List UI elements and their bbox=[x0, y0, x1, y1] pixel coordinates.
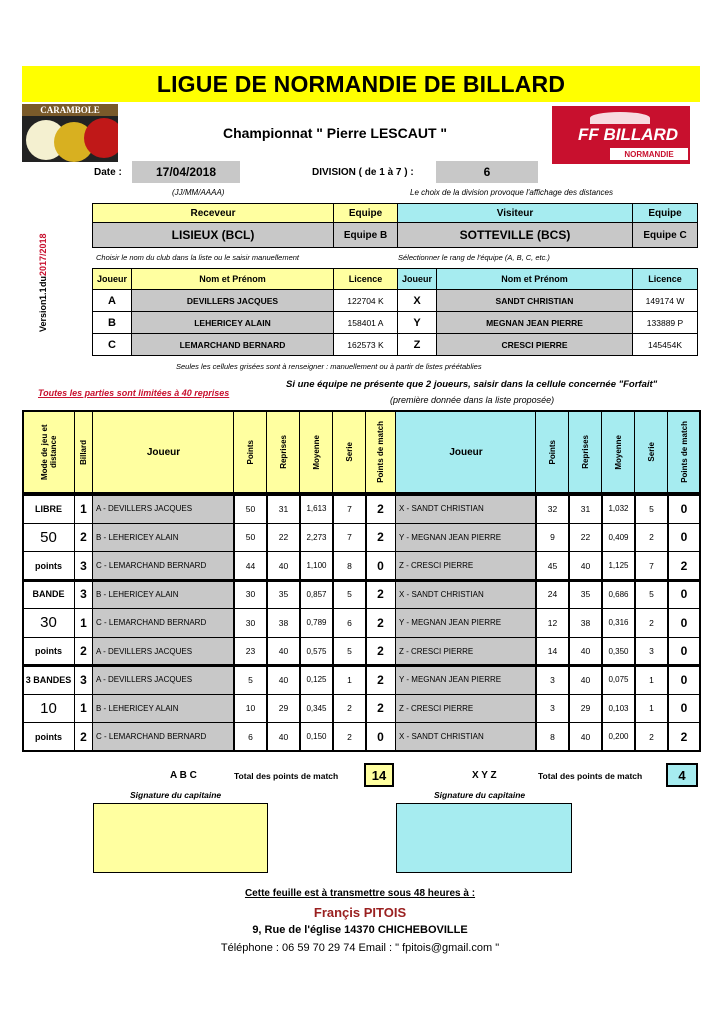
version-side-part: 2017/2018 bbox=[38, 233, 48, 277]
ffbillard-logo bbox=[552, 106, 690, 164]
result-pm: 2 bbox=[365, 580, 396, 610]
players-licence-header-v: Licence bbox=[632, 268, 698, 290]
result-moy: 0,125 bbox=[299, 665, 334, 695]
championship-title: Championnat " Pierre LESCAUT " bbox=[222, 125, 448, 141]
player-licence: 158401 A bbox=[333, 311, 398, 334]
players-joueur-header: Joueur bbox=[92, 268, 132, 290]
visitor-licence: 145454K bbox=[632, 333, 698, 356]
result-pts: 30 bbox=[233, 580, 268, 610]
player-silhouette-icon bbox=[590, 112, 650, 124]
grey-cells-note: Seules les cellules grisées sont à renseigner : manuellement ou à partir de listes préétablies bbox=[176, 362, 482, 371]
result-rep: 40 bbox=[266, 637, 301, 667]
result-ser: 5 bbox=[332, 580, 367, 610]
result-vrep: 38 bbox=[568, 608, 603, 638]
result-vmoy: 0,409 bbox=[601, 523, 636, 553]
result-ser: 5 bbox=[332, 637, 367, 667]
result-ser: 7 bbox=[332, 494, 367, 524]
results-header-pts bbox=[233, 410, 268, 494]
result-vpm: 0 bbox=[667, 523, 701, 553]
result-moy: 0,575 bbox=[299, 637, 334, 667]
result-vrep: 40 bbox=[568, 637, 603, 667]
mode-dist: 50 bbox=[22, 523, 75, 553]
result-vpm: 0 bbox=[667, 637, 701, 667]
result-vrep: 40 bbox=[568, 665, 603, 695]
version-side-label bbox=[38, 208, 48, 358]
result-vpts: 24 bbox=[535, 580, 570, 610]
result-jr[interactable]: C - LEMARCHAND BERNARD bbox=[92, 551, 235, 581]
result-ser: 1 bbox=[332, 665, 367, 695]
visiteur-club-field[interactable]: SOTTEVILLE (BCS) bbox=[397, 222, 633, 248]
result-jr[interactable]: B - LEHERICEY ALAIN bbox=[92, 694, 235, 724]
carambole-logo bbox=[22, 104, 118, 162]
result-vpm: 2 bbox=[667, 722, 701, 752]
footer-transmit-note: Cette feuille est à transmettre sous 48 heures à : bbox=[244, 888, 476, 899]
result-pm: 2 bbox=[365, 523, 396, 553]
result-ser: 7 bbox=[332, 523, 367, 553]
visiteur-rank-field[interactable]: Equipe C bbox=[632, 222, 698, 248]
result-pts: 6 bbox=[233, 722, 268, 752]
visitor-name-field[interactable]: MEGNAN JEAN PIERRE bbox=[436, 311, 633, 334]
result-vmoy: 0,200 bbox=[601, 722, 636, 752]
result-vmoy: 1,125 bbox=[601, 551, 636, 581]
result-pts: 30 bbox=[233, 608, 268, 638]
players-name-header: Nom et Prénom bbox=[131, 268, 334, 290]
visitor-name-field[interactable]: SANDT CHRISTIAN bbox=[436, 289, 633, 312]
result-bill: 3 bbox=[74, 580, 93, 610]
date-field[interactable]: 17/04/2018 bbox=[132, 161, 240, 183]
results-header-rep bbox=[266, 410, 301, 494]
result-vmoy: 0,075 bbox=[601, 665, 636, 695]
result-vj[interactable]: Y - MEGNAN JEAN PIERRE bbox=[395, 665, 537, 695]
visitor-licence: 133889 P bbox=[632, 311, 698, 334]
receveur-rank-field[interactable]: Equipe B bbox=[333, 222, 398, 248]
result-vser: 5 bbox=[634, 580, 669, 610]
footer-address: 9, Rue de l'église 14370 CHICHEBOVILLE bbox=[252, 924, 468, 936]
mode-name: BANDE bbox=[22, 580, 75, 610]
forfait-note: Si une équipe ne présente que 2 joueurs, saisir dans la cellule concernée "Forfait" bbox=[286, 379, 658, 390]
result-jr[interactable]: A - DEVILLERS JACQUES bbox=[92, 665, 235, 695]
result-rep: 40 bbox=[266, 665, 301, 695]
result-vpm: 0 bbox=[667, 608, 701, 638]
visiteur-equipe-header: Equipe bbox=[632, 203, 698, 223]
page-title: LIGUE DE NORMANDIE DE BILLARD bbox=[22, 66, 700, 102]
results-header-pm bbox=[365, 410, 396, 494]
xyz-total-value: 4 bbox=[666, 763, 698, 787]
results-header-vser bbox=[634, 410, 669, 494]
result-vpm: 0 bbox=[667, 494, 701, 524]
result-moy: 0,345 bbox=[299, 694, 334, 724]
result-moy: 0,857 bbox=[299, 580, 334, 610]
result-vpm: 0 bbox=[667, 580, 701, 610]
result-bill: 2 bbox=[74, 722, 93, 752]
results-header-moy bbox=[299, 410, 334, 494]
player-name-field[interactable]: LEHERICEY ALAIN bbox=[131, 311, 334, 334]
results-header-mode-text: Mode de jeu et distance bbox=[39, 424, 58, 480]
results-header-jr: Joueur bbox=[92, 410, 235, 494]
division-note: Le choix de la division provoque l'affichage des distances bbox=[410, 188, 613, 197]
result-rep: 38 bbox=[266, 608, 301, 638]
player-name-field[interactable]: LEMARCHAND BERNARD bbox=[131, 333, 334, 356]
result-vpts: 3 bbox=[535, 694, 570, 724]
signature-box-receveur[interactable] bbox=[93, 803, 268, 873]
result-jr[interactable]: B - LEHERICEY ALAIN bbox=[92, 523, 235, 553]
receveur-equipe-header: Equipe bbox=[333, 203, 398, 223]
results-header-ser-text: Serie bbox=[345, 442, 354, 462]
results-header-vpts-text: Points bbox=[548, 439, 557, 465]
visiteur-header: Visiteur bbox=[397, 203, 633, 223]
player-letter: B bbox=[92, 311, 132, 334]
result-vj[interactable]: X - SANDT CHRISTIAN bbox=[395, 494, 537, 524]
version-side-part: Version bbox=[38, 299, 48, 333]
rank-note: Sélectionner le rang de l'équipe (A, B, C, etc.) bbox=[398, 253, 550, 262]
abc-total-label: Total des points de match bbox=[234, 771, 339, 781]
player-letter: A bbox=[92, 289, 132, 312]
result-vj[interactable]: Z - CRESCI PIERRE bbox=[395, 694, 537, 724]
abc-label: A B C bbox=[170, 770, 197, 781]
results-header-vpts bbox=[535, 410, 570, 494]
result-pts: 44 bbox=[233, 551, 268, 581]
result-vser: 3 bbox=[634, 637, 669, 667]
results-header-vrep bbox=[568, 410, 603, 494]
result-moy: 1,613 bbox=[299, 494, 334, 524]
result-rep: 35 bbox=[266, 580, 301, 610]
result-pm: 2 bbox=[365, 694, 396, 724]
result-vpts: 12 bbox=[535, 608, 570, 638]
result-pm: 2 bbox=[365, 637, 396, 667]
result-vmoy: 0,686 bbox=[601, 580, 636, 610]
results-header-vj: Joueur bbox=[395, 410, 537, 494]
limit-note: Toutes les parties sont limitées à 40 reprises bbox=[38, 388, 230, 398]
signature-box-visiteur[interactable] bbox=[396, 803, 572, 873]
result-vmoy: 0,350 bbox=[601, 637, 636, 667]
result-vj[interactable]: X - SANDT CHRISTIAN bbox=[395, 722, 537, 752]
ffbillard-logo-sub: NORMANDIE bbox=[610, 148, 688, 160]
result-pts: 50 bbox=[233, 523, 268, 553]
result-vpts: 14 bbox=[535, 637, 570, 667]
player-licence: 122704 K bbox=[333, 289, 398, 312]
result-vj[interactable]: Y - MEGNAN JEAN PIERRE bbox=[395, 523, 537, 553]
result-rep: 29 bbox=[266, 694, 301, 724]
result-pm: 2 bbox=[365, 494, 396, 524]
result-pm: 2 bbox=[365, 608, 396, 638]
players-name-header-v: Nom et Prénom bbox=[436, 268, 633, 290]
result-vj[interactable]: Y - MEGNAN JEAN PIERRE bbox=[395, 608, 537, 638]
visitor-licence: 149174 W bbox=[632, 289, 698, 312]
division-label: DIVISION ( de 1 à 7 ) : bbox=[312, 167, 414, 178]
result-vser: 2 bbox=[634, 608, 669, 638]
xyz-total-label: Total des points de match bbox=[538, 771, 643, 781]
result-vser: 2 bbox=[634, 523, 669, 553]
result-vj[interactable]: Z - CRESCI PIERRE bbox=[395, 551, 537, 581]
carambole-logo-label: CARAMBOLE bbox=[22, 104, 118, 116]
result-pts: 50 bbox=[233, 494, 268, 524]
result-ser: 2 bbox=[332, 694, 367, 724]
result-bill: 2 bbox=[74, 637, 93, 667]
result-vrep: 40 bbox=[568, 722, 603, 752]
result-vmoy: 0,103 bbox=[601, 694, 636, 724]
results-header-vpm bbox=[667, 410, 701, 494]
visitor-letter: Y bbox=[397, 311, 437, 334]
players-joueur-header-v: Joueur bbox=[397, 268, 437, 290]
results-header-mode bbox=[22, 410, 75, 494]
player-name-field[interactable]: DEVILLERS JACQUES bbox=[131, 289, 334, 312]
result-rep: 40 bbox=[266, 551, 301, 581]
result-vpts: 8 bbox=[535, 722, 570, 752]
result-pts: 5 bbox=[233, 665, 268, 695]
result-vj[interactable]: Z - CRESCI PIERRE bbox=[395, 637, 537, 667]
results-header-vrep-text: Reprises bbox=[581, 435, 590, 469]
date-format-note: (JJ/MM/AAAA) bbox=[172, 188, 225, 197]
mode-dist: 10 bbox=[22, 694, 75, 724]
result-bill: 1 bbox=[74, 608, 93, 638]
results-header-bill bbox=[74, 410, 93, 494]
date-label: Date : bbox=[94, 167, 122, 178]
result-vpts: 45 bbox=[535, 551, 570, 581]
result-rep: 40 bbox=[266, 722, 301, 752]
result-vrep: 40 bbox=[568, 551, 603, 581]
result-bill: 1 bbox=[74, 694, 93, 724]
signature-label-visiteur: Signature du capitaine bbox=[434, 790, 526, 800]
results-header-pm-text: Points de match bbox=[376, 421, 385, 483]
result-pm: 2 bbox=[365, 665, 396, 695]
mode-unit: points bbox=[22, 551, 75, 581]
result-vpts: 9 bbox=[535, 523, 570, 553]
player-licence: 162573 K bbox=[333, 333, 398, 356]
results-header-vmoy bbox=[601, 410, 636, 494]
result-jr[interactable]: C - LEMARCHAND BERNARD bbox=[92, 608, 235, 638]
results-header-pts-text: Points bbox=[246, 439, 255, 465]
result-jr[interactable]: A - DEVILLERS JACQUES bbox=[92, 494, 235, 524]
result-bill: 1 bbox=[74, 494, 93, 524]
mode-unit: points bbox=[22, 722, 75, 752]
result-vpts: 3 bbox=[535, 665, 570, 695]
result-moy: 0,150 bbox=[299, 722, 334, 752]
results-header-moy-text: Moyenne bbox=[312, 434, 321, 470]
result-vser: 1 bbox=[634, 694, 669, 724]
result-vser: 7 bbox=[634, 551, 669, 581]
club-note: Choisir le nom du club dans la liste ou le saisir manuellement bbox=[96, 253, 300, 262]
division-field[interactable]: 6 bbox=[436, 161, 538, 183]
result-bill: 2 bbox=[74, 523, 93, 553]
visitor-letter: Z bbox=[397, 333, 437, 356]
result-vpts: 32 bbox=[535, 494, 570, 524]
visitor-letter: X bbox=[397, 289, 437, 312]
result-vpm: 0 bbox=[667, 665, 701, 695]
version-side-part: 1.1 bbox=[38, 287, 48, 300]
result-vpm: 0 bbox=[667, 694, 701, 724]
result-ser: 8 bbox=[332, 551, 367, 581]
result-ser: 2 bbox=[332, 722, 367, 752]
results-header-vpm-text: Points de match bbox=[679, 421, 689, 483]
result-bill: 3 bbox=[74, 551, 93, 581]
results-header-vser-text: Serie bbox=[647, 442, 656, 462]
receveur-club-field[interactable]: LISIEUX (BCL) bbox=[92, 222, 334, 248]
result-pts: 10 bbox=[233, 694, 268, 724]
visitor-name-field[interactable]: CRESCI PIERRE bbox=[436, 333, 633, 356]
result-pts: 23 bbox=[233, 637, 268, 667]
result-vser: 1 bbox=[634, 665, 669, 695]
result-bill: 3 bbox=[74, 665, 93, 695]
result-vrep: 31 bbox=[568, 494, 603, 524]
result-vrep: 35 bbox=[568, 580, 603, 610]
version-side-part: du bbox=[38, 276, 48, 288]
result-vmoy: 1,032 bbox=[601, 494, 636, 524]
result-vpm: 2 bbox=[667, 551, 701, 581]
mode-name: LIBRE bbox=[22, 494, 75, 524]
footer-name: Françis PITOIS bbox=[313, 905, 407, 920]
result-jr[interactable]: C - LEMARCHAND BERNARD bbox=[92, 722, 235, 752]
result-jr[interactable]: B - LEHERICEY ALAIN bbox=[92, 580, 235, 610]
mode-unit: points bbox=[22, 637, 75, 667]
results-header-bill-text: Billard bbox=[79, 439, 88, 465]
result-pm: 0 bbox=[365, 722, 396, 752]
result-vser: 2 bbox=[634, 722, 669, 752]
signature-label-receveur: Signature du capitaine bbox=[130, 790, 222, 800]
forfait-subnote: (première donnée dans la liste proposée) bbox=[390, 395, 555, 405]
results-header-vmoy-text: Moyenne bbox=[614, 434, 623, 470]
result-vmoy: 0,316 bbox=[601, 608, 636, 638]
mode-name: 3 BANDES bbox=[22, 665, 75, 695]
xyz-label: X Y Z bbox=[472, 770, 497, 781]
results-header-ser bbox=[332, 410, 367, 494]
footer-contact: Téléphone : 06 59 70 29 74 Email : " fpitois@gmail.com " bbox=[220, 942, 500, 954]
result-moy: 0,789 bbox=[299, 608, 334, 638]
results-header-rep-text: Reprises bbox=[279, 435, 288, 469]
result-pm: 0 bbox=[365, 551, 396, 581]
abc-total-value: 14 bbox=[364, 763, 394, 787]
result-moy: 2,273 bbox=[299, 523, 334, 553]
result-vj[interactable]: X - SANDT CHRISTIAN bbox=[395, 580, 537, 610]
players-licence-header: Licence bbox=[333, 268, 398, 290]
result-rep: 22 bbox=[266, 523, 301, 553]
result-jr[interactable]: A - DEVILLERS JACQUES bbox=[92, 637, 235, 667]
player-letter: C bbox=[92, 333, 132, 356]
result-vrep: 22 bbox=[568, 523, 603, 553]
result-rep: 31 bbox=[266, 494, 301, 524]
mode-dist: 30 bbox=[22, 608, 75, 638]
result-ser: 6 bbox=[332, 608, 367, 638]
result-vser: 5 bbox=[634, 494, 669, 524]
ffbillard-logo-text: FF BILLARD bbox=[577, 125, 679, 144]
result-moy: 1,100 bbox=[299, 551, 334, 581]
result-vrep: 29 bbox=[568, 694, 603, 724]
receveur-header: Receveur bbox=[92, 203, 334, 223]
ball-icon bbox=[84, 118, 118, 158]
